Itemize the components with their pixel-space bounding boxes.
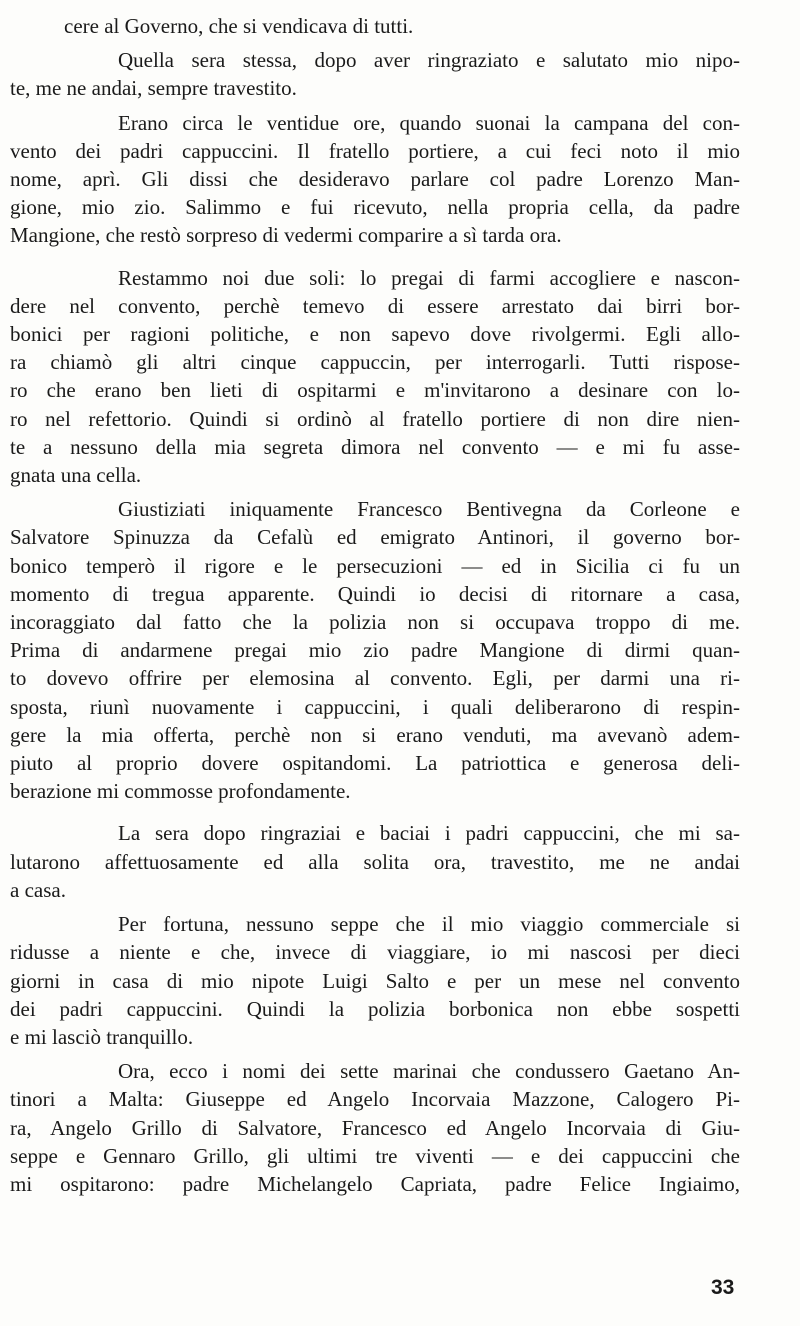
text-line: a casa.	[10, 877, 66, 902]
text-line: Per fortuna, nessuno seppe che il mio viaggio commerciale si	[118, 912, 740, 937]
text-line: sposta, riunì nuovamente i cappuccini, i quali deliberarono di respin-	[10, 694, 740, 719]
paragraph-continuation	[64, 12, 740, 40]
text-line: Quella sera stessa, dopo aver ringraziato e salutato mio nipo-	[118, 48, 740, 73]
text-line: giorni in casa di mio nipote Luigi Salto e per un mese nel convento	[10, 968, 740, 993]
text-line: cere al Governo, che si vendicava di tutti.	[64, 14, 414, 38]
paragraph	[10, 264, 740, 490]
text-line: ra, Angelo Grillo di Salvatore, Francesco ed Angelo Incorvaia di Giu-	[10, 1115, 740, 1140]
text-line: bonico temperò il rigore e le persecuzioni — ed in Sicilia ci fu un	[10, 553, 740, 578]
text-line: vento dei padri cappuccini. Il fratello portiere, a cui feci noto il mio	[10, 138, 740, 163]
text-line: lutarono affettuosamente ed alla solita ora, travestito, me ne andai	[10, 849, 740, 874]
paragraph	[10, 910, 740, 1051]
text-line: piuto al proprio dovere ospitandomi. La patriottica e generosa deli-	[10, 751, 740, 776]
text-line: ridusse a niente e che, invece di viaggiare, io mi nascosi per dieci	[10, 940, 740, 965]
text-line: gnata una cella.	[10, 463, 142, 488]
text-line: berazione mi commosse profondamente.	[10, 779, 351, 804]
text-line: ra chiamò gli altri cinque cappuccin, per interrogarli. Tutti rispose-	[10, 350, 740, 375]
paragraph	[10, 1057, 740, 1198]
text-line: e mi lasciò tranquillo.	[10, 1024, 194, 1049]
text-line: gione, mio zio. Salimmo e fui ricevuto, nella propria cella, da padre	[10, 195, 740, 220]
text-line: Ora, ecco i nomi dei sette marinai che condussero Gaetano An-	[118, 1059, 740, 1084]
page-number: 33	[711, 1276, 735, 1299]
text-line: te a nessuno della mia segreta dimora nel convento — e mi fu asse-	[10, 434, 740, 459]
text-line: nome, aprì. Gli dissi che desideravo parlare col padre Lorenzo Man-	[10, 167, 740, 192]
text-line: Erano circa le ventidue ore, quando suonai la campana del con-	[118, 110, 740, 135]
text-line: Giustiziati iniquamente Francesco Bentivegna da Corleone e	[118, 497, 740, 522]
text-line: La sera dopo ringraziai e baciai i padri cappuccini, che mi sa-	[118, 821, 740, 846]
text-line: dere nel convento, perchè temevo di essere arrestato dai birri bor-	[10, 293, 740, 318]
body-text	[10, 12, 740, 1198]
text-line: gere la mia offerta, perchè non si erano venduti, ma avevanò adem-	[10, 722, 740, 747]
text-line: Salvatore Spinuzza da Cefalù ed emigrato Antinori, il governo bor-	[10, 525, 740, 550]
text-line: ro che erano ben lieti di ospitarmi e m'invitarono a desinare con lo-	[10, 378, 740, 403]
text-line: Restammo noi due soli: lo pregai di farmi accogliere e nascon-	[118, 265, 740, 290]
text-line: mi ospitarono: padre Michelangelo Capriata, padre Felice Ingiaimo,	[10, 1171, 740, 1196]
text-line: to dovevo offrire per elemosina al convento. Egli, per darmi una ri-	[10, 666, 740, 691]
text-line: Mangione, che restò sorpreso di vedermi comparire a sì tarda ora.	[10, 223, 562, 248]
paragraph	[10, 819, 740, 904]
text-line: ro nel refettorio. Quindi si ordinò al fratello portiere di non dire nien-	[10, 406, 740, 431]
text-line: momento di tregua apparente. Quindi io decisi di ritornare a casa,	[10, 581, 740, 606]
text-line: bonici per ragioni politiche, e non sapevo dove rivolgermi. Egli allo-	[10, 322, 740, 347]
text-line: seppe e Gennaro Grillo, gli ultimi tre viventi — e dei cappuccini che	[10, 1143, 740, 1168]
text-line: incoraggiato dal fatto che la polizia non si occupava troppo di me.	[10, 610, 740, 635]
paragraph	[10, 495, 740, 805]
text-line: Prima di andarmene pregai mio zio padre Mangione di dirmi quan-	[10, 638, 740, 663]
text-line: tinori a Malta: Giuseppe ed Angelo Incorvaia Mazzone, Calogero Pi-	[10, 1087, 740, 1112]
paragraph	[10, 109, 740, 250]
paragraph	[10, 46, 740, 102]
text-line: te, me ne andai, sempre travestito.	[10, 76, 297, 101]
text-line: dei padri cappuccini. Quindi la polizia borbonica non ebbe sospetti	[10, 996, 740, 1021]
